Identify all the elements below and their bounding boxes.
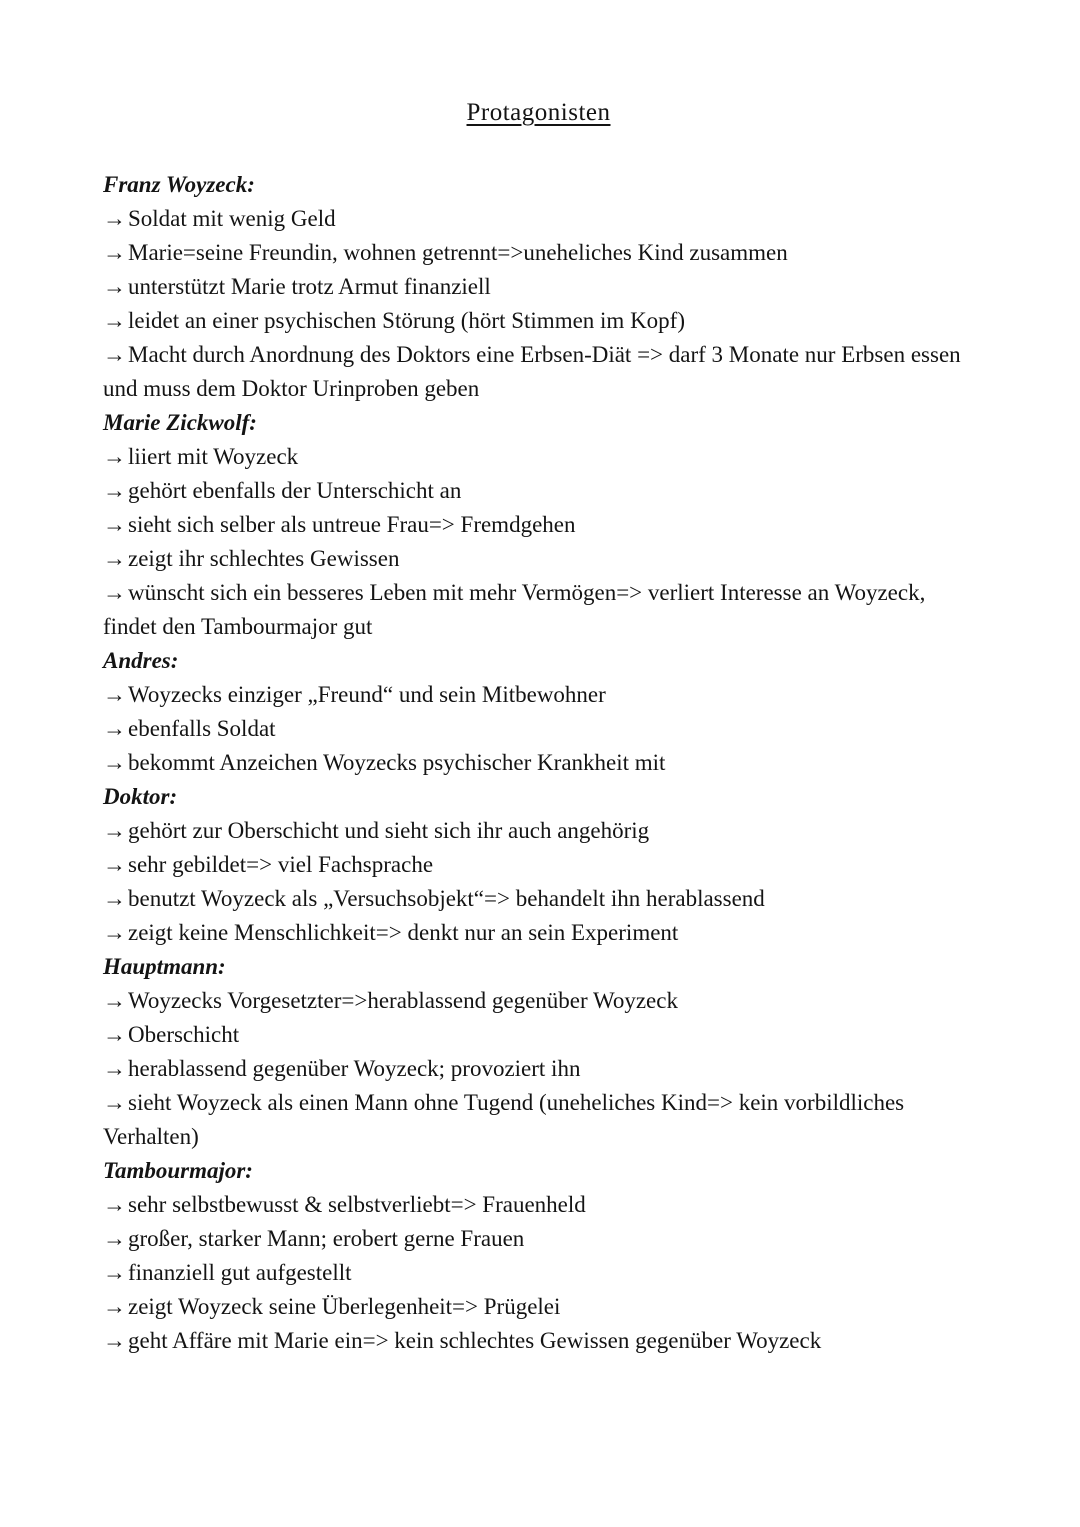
arrow-bullet-icon: → (103, 1226, 126, 1251)
arrow-bullet-icon: → (103, 240, 126, 265)
bullet-item (103, 984, 974, 1018)
bullet-item (103, 1188, 974, 1222)
bullet-text: leidet an einer psychischen Störung (hört Stimmen im Kopf) (128, 308, 685, 333)
bullet-text: Oberschicht (128, 1022, 240, 1047)
bullet-text: zeigt keine Menschlichkeit=> denkt nur an sein Experiment (128, 920, 679, 945)
bullet-text: finanziell gut aufgestellt (128, 1260, 352, 1285)
bullet-item (103, 882, 974, 916)
arrow-bullet-icon: → (103, 1192, 126, 1217)
bullet-item (103, 474, 974, 508)
bullet-text: Soldat mit wenig Geld (128, 206, 336, 231)
section-heading: Hauptmann: (103, 954, 226, 979)
bullet-item (103, 576, 974, 644)
arrow-bullet-icon: → (103, 1328, 126, 1353)
bullet-item (103, 1052, 974, 1086)
arrow-bullet-icon: → (103, 886, 126, 911)
bullet-text: Woyzecks einziger „Freund“ und sein Mitbewohner (128, 682, 606, 707)
bullet-text: zeigt Woyzeck seine Überlegenheit=> Prügelei (128, 1294, 561, 1319)
bullet-text: geht Affäre mit Marie ein=> kein schlechtes Gewissen gegenüber Woyzeck (128, 1328, 822, 1353)
arrow-bullet-icon: → (103, 546, 126, 571)
arrow-bullet-icon: → (103, 444, 126, 469)
bullet-text: sieht Woyzeck als einen Mann ohne Tugend (uneheliches Kind=> kein vorbildliches Verhalten) (103, 1090, 905, 1149)
bullet-item (103, 848, 974, 882)
bullet-text: bekommt Anzeichen Woyzecks psychischer Krankheit mit (128, 750, 666, 775)
bullet-item (103, 440, 974, 474)
bullet-item (103, 814, 974, 848)
arrow-bullet-icon: → (103, 682, 126, 707)
bullet-text: Marie=seine Freundin, wohnen getrennt=>uneheliches Kind zusammen (128, 240, 788, 265)
bullet-item (103, 542, 974, 576)
bullet-item (103, 202, 974, 236)
bullet-text: liiert mit Woyzeck (128, 444, 299, 469)
bullet-text: gehört ebenfalls der Unterschicht an (128, 478, 462, 503)
document-content (103, 168, 974, 1358)
arrow-bullet-icon: → (103, 1294, 126, 1319)
bullet-item (103, 1018, 974, 1052)
bullet-item (103, 916, 974, 950)
bullet-item (103, 1222, 974, 1256)
bullet-item (103, 1256, 974, 1290)
bullet-text: großer, starker Mann; erobert gerne Frauen (128, 1226, 525, 1251)
arrow-bullet-icon: → (103, 1260, 126, 1285)
bullet-item (103, 304, 974, 338)
arrow-bullet-icon: → (103, 852, 126, 877)
arrow-bullet-icon: → (103, 1090, 126, 1115)
bullet-text: sieht sich selber als untreue Frau=> Fremdgehen (128, 512, 576, 537)
arrow-bullet-icon: → (103, 206, 126, 231)
bullet-text: herablassend gegenüber Woyzeck; provoziert ihn (128, 1056, 581, 1081)
arrow-bullet-icon: → (103, 342, 126, 367)
arrow-bullet-icon: → (103, 1056, 126, 1081)
bullet-item (103, 1290, 974, 1324)
bullet-item (103, 678, 974, 712)
bullet-text: unterstützt Marie trotz Armut finanziell (128, 274, 491, 299)
bullet-item (103, 1086, 974, 1154)
bullet-item (103, 712, 974, 746)
section-heading: Tambourmajor: (103, 1158, 253, 1183)
bullet-text: Woyzecks Vorgesetzter=>herablassend gegenüber Woyzeck (128, 988, 678, 1013)
bullet-item (103, 338, 974, 406)
bullet-text: ebenfalls Soldat (128, 716, 276, 741)
arrow-bullet-icon: → (103, 512, 126, 537)
bullet-text: benutzt Woyzeck als „Versuchsobjekt“=> behandelt ihn herablassend (128, 886, 765, 911)
bullet-item (103, 270, 974, 304)
bullet-text: wünscht sich ein besseres Leben mit mehr Vermögen=> verliert Interesse an Woyzeck, findet den Tambourmajor gut (103, 580, 926, 639)
arrow-bullet-icon: → (103, 580, 126, 605)
bullet-text: sehr gebildet=> viel Fachsprache (128, 852, 434, 877)
arrow-bullet-icon: → (103, 750, 126, 775)
page-title: Protagonisten (466, 99, 611, 126)
section-heading: Doktor: (103, 784, 178, 809)
section-heading: Franz Woyzeck: (103, 172, 255, 197)
bullet-text: sehr selbstbewusst & selbstverliebt=> Frauenheld (128, 1192, 586, 1217)
arrow-bullet-icon: → (103, 818, 126, 843)
bullet-item (103, 236, 974, 270)
arrow-bullet-icon: → (103, 716, 126, 741)
bullet-text: gehört zur Oberschicht und sieht sich ihr auch angehörig (128, 818, 650, 843)
bullet-text: zeigt ihr schlechtes Gewissen (128, 546, 400, 571)
bullet-text: Macht durch Anordnung des Doktors eine Erbsen-Diät => darf 3 Monate nur Erbsen essen und muss dem Doktor Urinproben geben (103, 342, 961, 401)
arrow-bullet-icon: → (103, 478, 126, 503)
arrow-bullet-icon: → (103, 274, 126, 299)
arrow-bullet-icon: → (103, 308, 126, 333)
bullet-item (103, 508, 974, 542)
section-heading: Andres: (103, 648, 179, 673)
section-heading: Marie Zickwolf: (103, 410, 257, 435)
bullet-item (103, 746, 974, 780)
bullet-item (103, 1324, 974, 1358)
arrow-bullet-icon: → (103, 920, 126, 945)
arrow-bullet-icon: → (103, 988, 126, 1013)
arrow-bullet-icon: → (103, 1022, 126, 1047)
